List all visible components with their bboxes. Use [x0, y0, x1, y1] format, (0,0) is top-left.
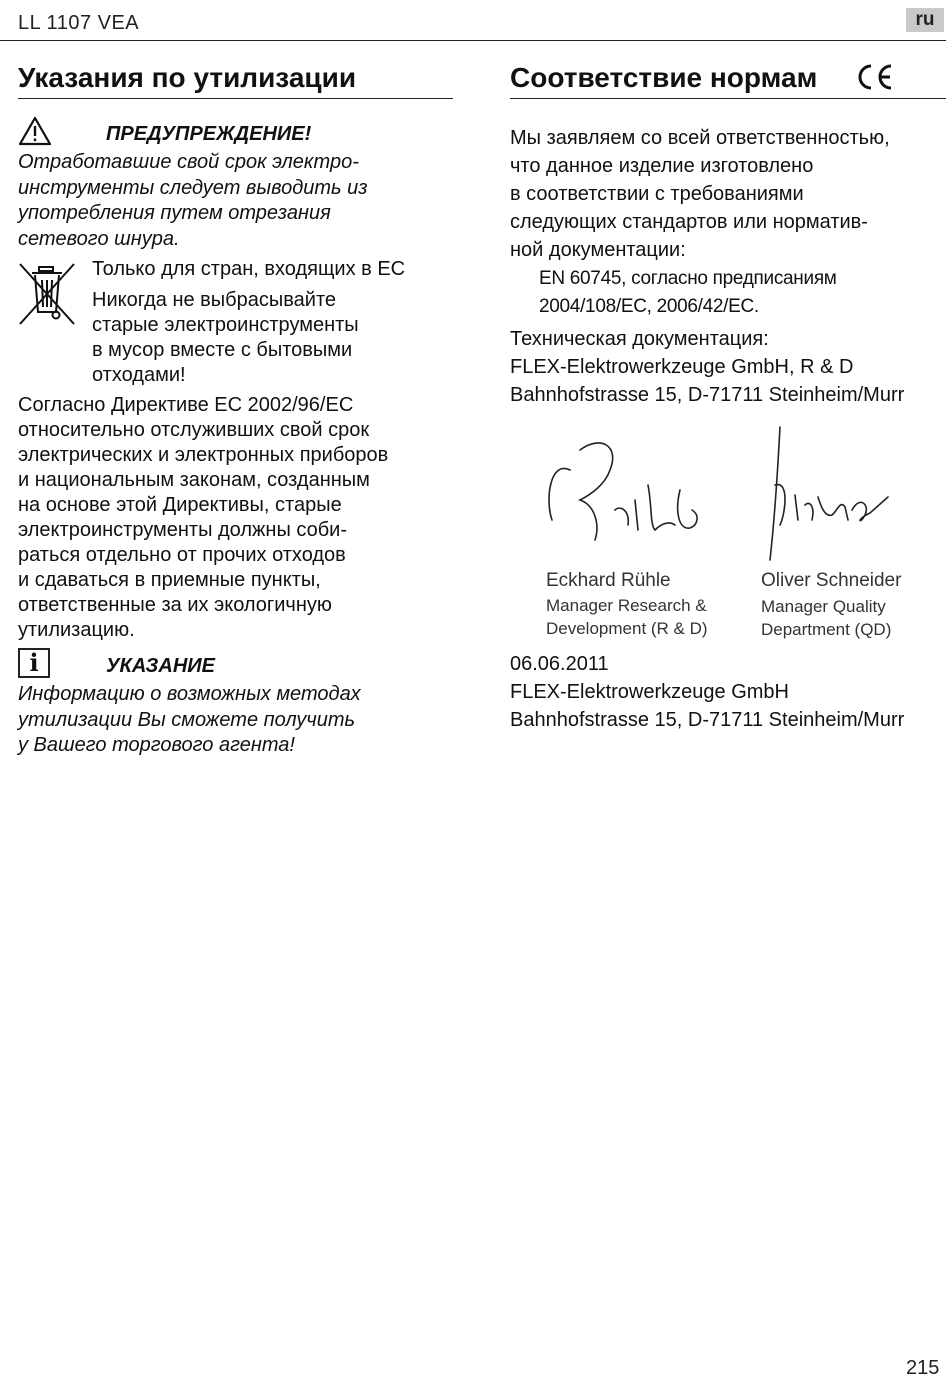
- signatory-role-line: Manager Quality: [761, 597, 886, 616]
- document-model: LL 1107 VEA: [18, 12, 140, 34]
- tech-doc-paragraph: [510, 325, 904, 409]
- signature-ruehle-icon: [540, 430, 710, 560]
- header-divider: [0, 40, 946, 41]
- issuer-company: FLEX-Elektrowerkzeuge GmbH: [510, 681, 789, 703]
- warning-triangle-icon: [18, 116, 52, 146]
- directive-line: Согласно Директиве ЕС 2002/96/ЕС: [18, 394, 354, 416]
- warning-label: ПРЕДУПРЕЖДЕНИЕ!: [106, 123, 312, 145]
- crossed-out-bin-icon: [18, 262, 76, 326]
- issuer-address: Bahnhofstrasse 15, D-71711 Steinheim/Murr: [510, 709, 905, 731]
- warning-text: [18, 150, 368, 252]
- eu-heading: Только для стран, входящих в ЕС: [92, 258, 406, 280]
- eu-line: в мусор вместе с бытовыми: [92, 339, 353, 361]
- note-label: УКАЗАНИЕ: [106, 655, 215, 677]
- eu-line: Никогда не выбрасывайте: [92, 289, 337, 311]
- declaration-line: следующих стандартов или норматив-: [510, 211, 868, 233]
- note-line: у Вашего торгового агента!: [18, 734, 295, 756]
- signature-schneider-icon: [760, 425, 900, 565]
- info-icon: i: [18, 648, 50, 678]
- signatory-role: [546, 594, 708, 640]
- issuer-block: [510, 650, 904, 734]
- directive-line: утилизацию.: [18, 619, 135, 641]
- signatory-role-line: Development (R & D): [546, 619, 708, 638]
- signatory-role-line: Department (QD): [761, 620, 892, 639]
- issue-date: 06.06.2011: [510, 653, 609, 675]
- note-line: Информацию о возможных методах: [18, 683, 361, 705]
- tech-doc-line: Техническая документация:: [510, 328, 769, 350]
- directive-line: на основе этой Директивы, старые: [18, 494, 342, 516]
- warning-line: употребления путем отрезания: [18, 202, 331, 224]
- directive-paragraph: [18, 393, 388, 643]
- disposal-title-rule: [18, 98, 453, 99]
- conformity-title-rule: [510, 98, 946, 99]
- signatory-role-line: Manager Research &: [546, 596, 707, 615]
- declaration-line: в соответствии с требованиями: [510, 183, 804, 205]
- eu-line: старые электроинструменты: [92, 314, 359, 336]
- directive-line: относительно отслуживших свой срок: [18, 419, 370, 441]
- page-number: 215: [906, 1357, 940, 1379]
- signatory-name: Eckhard Rühle: [546, 570, 671, 591]
- tech-doc-line: Bahnhofstrasse 15, D-71711 Steinheim/Murr: [510, 384, 905, 406]
- standard-line: EN 60745, согласно предписаниям: [539, 268, 837, 289]
- directive-line: ответственные за их экологичную: [18, 594, 332, 616]
- ce-mark-icon: [855, 62, 895, 92]
- warning-line: Отработавшие свой срок электро-: [18, 151, 359, 173]
- disposal-title: Указания по утилизации: [18, 62, 357, 93]
- signatory-name: Oliver Schneider: [761, 570, 902, 591]
- standard-line: 2004/108/EC, 2006/42/EC.: [539, 296, 759, 317]
- directive-line: и сдаваться в приемные пункты,: [18, 569, 321, 591]
- directive-line: раться отдельно от прочих отходов: [18, 544, 346, 566]
- declaration-line: что данное изделие изготовлено: [510, 155, 814, 177]
- warning-line: сетевого шнура.: [18, 227, 180, 250]
- eu-line: отходами!: [92, 364, 186, 386]
- signatory-role: [761, 595, 891, 641]
- conformity-title: Соответствие нормам: [510, 62, 818, 93]
- note-text: [18, 682, 361, 759]
- declaration-line: ной документации:: [510, 239, 686, 261]
- directive-line: электрических и электронных приборов: [18, 444, 389, 466]
- eu-text: [92, 288, 359, 388]
- directive-line: и национальным законам, созданным: [18, 469, 370, 491]
- warning-line: инструменты следует выводить из: [18, 176, 368, 199]
- standards-list: [539, 265, 837, 321]
- directive-line: электроинструменты должны соби-: [18, 519, 348, 541]
- declaration-line: Мы заявляем со всей ответственностью,: [510, 127, 890, 149]
- language-badge: ru: [906, 8, 944, 32]
- note-line: утилизации Вы сможете получить: [18, 708, 356, 731]
- tech-doc-line: FLEX-Elektrowerkzeuge GmbH, R & D: [510, 356, 854, 378]
- declaration-paragraph: [510, 124, 890, 264]
